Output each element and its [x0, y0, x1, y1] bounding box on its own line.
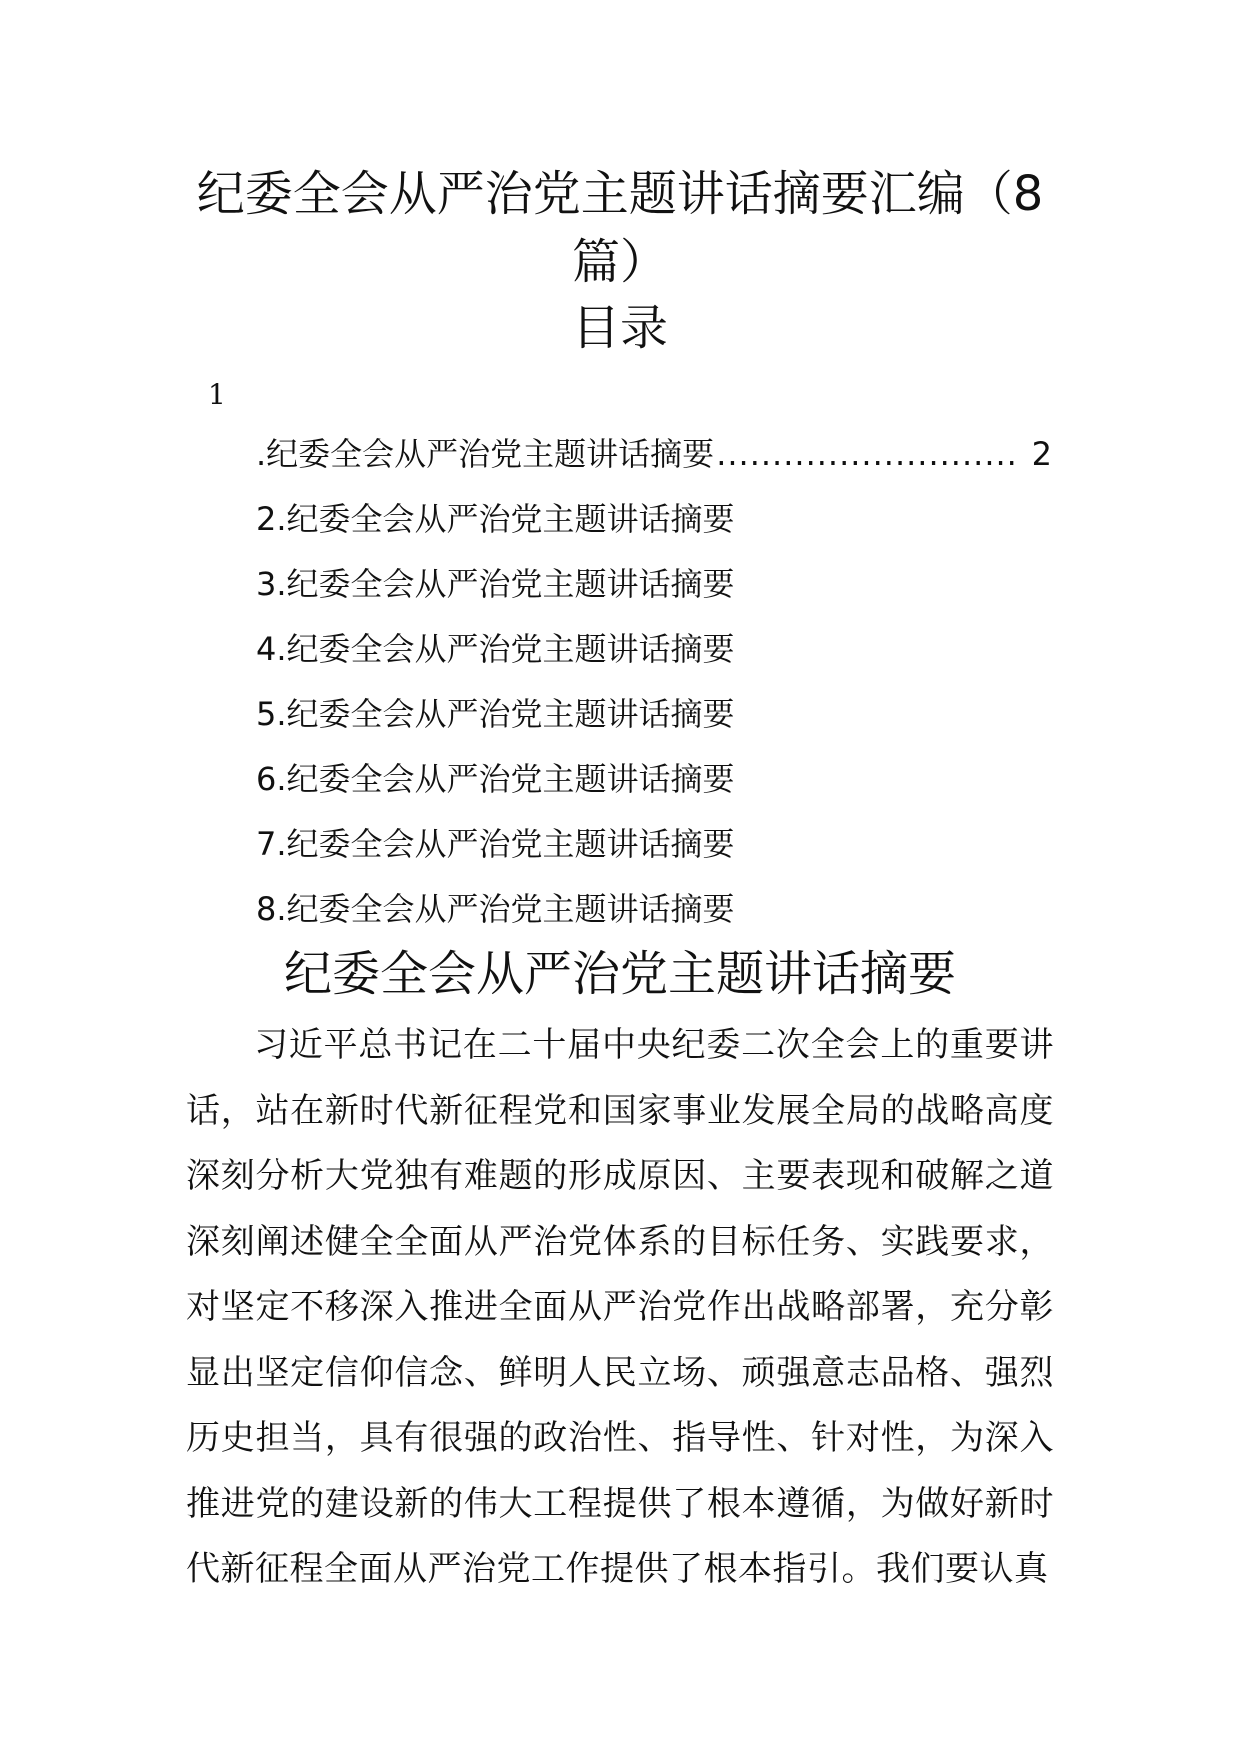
body-paragraph: 习近平总书记在二十届中央纪委二次全会上的重要讲话，站在新时代新征程党和国家事业发展全局的战略高度深刻分析大党独有难题的形成原因、主要表现和破解之道深刻阐述健全全面从严治党体系的目标任务、实践要求，对坚定不移深入推进全面从严治党作出战略部署，充分彰显出坚定信仰信念、鲜明人民立场、顽强意志品格、强烈历史担当，具有很强的政治性、指导性、针对性，为深入推进党的建设新的伟大工程提供了根本遵循，为做好新时代新征程全面从严治党工作提供了根本指引。我们要认真 [186, 1025, 1054, 1589]
toc-dot-leader: ........................... [716, 435, 1018, 473]
table-of-contents [256, 430, 1052, 950]
toc-entry-label: 5.纪委全会从严治党主题讲话摘要 [256, 695, 735, 733]
toc-entry-label: 7.纪委全会从严治党主题讲话摘要 [256, 825, 735, 863]
toc-entry-2[interactable] [256, 495, 1052, 560]
toc-entry-label: 8.纪委全会从严治党主题讲话摘要 [256, 890, 735, 928]
toc-entry-7[interactable] [256, 820, 1052, 885]
toc-entry-label: 4.纪委全会从严治党主题讲话摘要 [256, 630, 735, 668]
document-title: 纪委全会从严治党主题讲话摘要汇编（8篇） [196, 166, 1044, 290]
toc-entry-label: 6.纪委全会从严治党主题讲话摘要 [256, 760, 735, 798]
toc-entry-label: .纪委全会从严治党主题讲话摘要 [256, 435, 715, 473]
toc-entry-5[interactable] [256, 690, 1052, 755]
section-title: 纪委全会从严治党主题讲话摘要 [283, 946, 956, 1002]
toc-entry-label: 3.纪委全会从严治党主题讲话摘要 [256, 565, 735, 603]
toc-entry-3[interactable] [256, 560, 1052, 625]
toc-page-number: 2 [1031, 435, 1052, 473]
toc-entry-6[interactable] [256, 755, 1052, 820]
toc-entry-4[interactable] [256, 625, 1052, 690]
toc-entry-label: 2.纪委全会从严治党主题讲话摘要 [256, 500, 735, 538]
toc-number-marker: 1 [208, 378, 226, 411]
toc-entry-1[interactable] [256, 430, 1052, 495]
toc-heading: 目录 [571, 300, 668, 356]
